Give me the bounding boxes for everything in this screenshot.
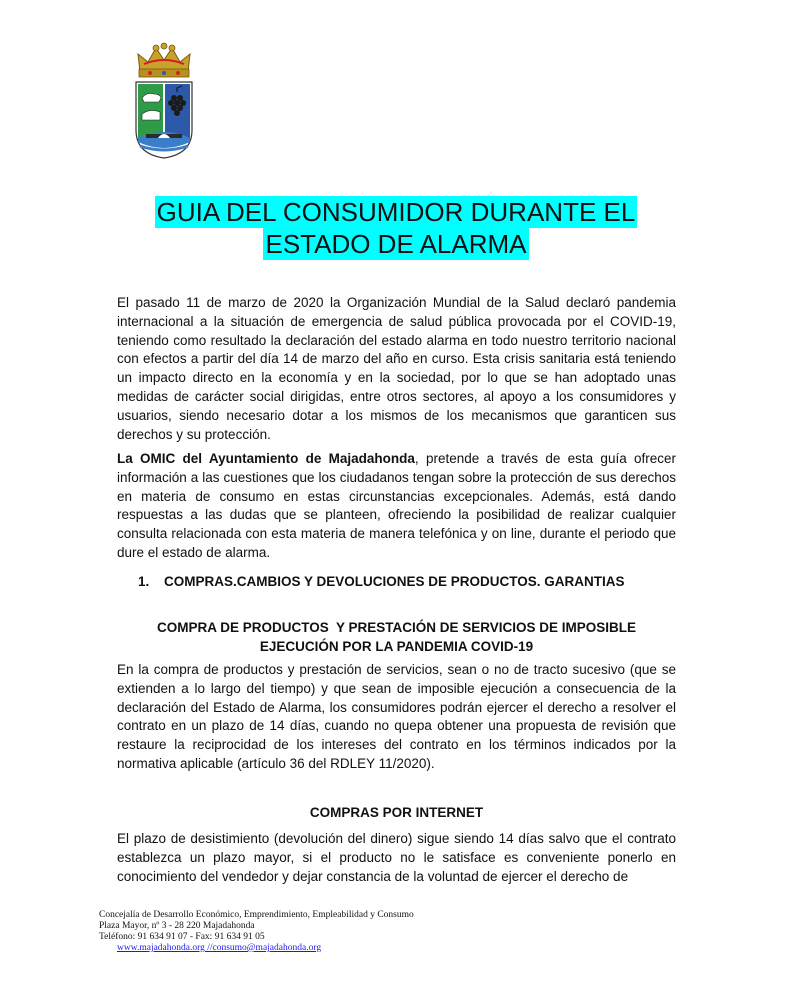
footer-address: Plaza Mayor, nº 3 - 28 220 Majadahonda — [99, 921, 255, 931]
subsection-1-body: En la compra de productos y prestación de servicios, sean o no de tracto sucesivo (que se extienden a lo largo del tiempo) y que sean de imposible ejecución a consecuencia de la declaración del Estado de Alarma, los consumidores podrán ejercer el derecho a resolver el contrato en un plazo de 14 días, cuando no quepa obtener una propuesta de revisión que restaure la reciprocidad de los intereses del contrato en los términos indicados por la normativa aplicable (artículo 36 del RDLEY 11/2020). — [117, 662, 676, 771]
omic-name: La OMIC del Ayuntamiento de Majadahonda — [117, 451, 415, 466]
footer-phone: Teléfono: 91 634 91 07 - Fax: 91 634 91 05 — [99, 932, 265, 942]
coat-of-arms-logo — [130, 42, 198, 160]
subsection-heading-impossible-execution — [117, 619, 676, 657]
section-1-heading — [138, 574, 625, 589]
subsection-heading-line-2: EJECUCIÓN POR LA PANDEMIA COVID-19 — [259, 638, 534, 654]
crown-icon — [138, 43, 190, 77]
title-line-2: ESTADO DE ALARMA — [265, 229, 527, 259]
document-title — [0, 196, 792, 260]
subsection-heading-line-1: COMPRA DE PRODUCTOS Y PRESTACIÓN DE SERVICIOS DE IMPOSIBLE — [156, 620, 637, 635]
title-line-1: GUIA DEL CONSUMIDOR DURANTE EL — [156, 197, 636, 227]
section-title: COMPRAS.CAMBIOS Y DEVOLUCIONES DE PRODUCTOS. GARANTIAS — [164, 574, 625, 589]
section-number: 1. — [138, 574, 150, 589]
footer-department: Concejalía de Desarrollo Económico, Emprendimiento, Empleabilidad y Consumo — [99, 910, 414, 920]
page-footer — [99, 910, 414, 954]
intro-paragraph-1: El pasado 11 de marzo de 2020 la Organización Mundial de la Salud declaró pandemia internacional a la situación de emergencia de salud pública provocada por el COVID-19, teniendo como resultado la declaración del estado alarma en todo nuestro territorio nacional con efectos a partir del día 14 de marzo del año en curso. Esta crisis sanitaria está teniendo un impacto directo en la economía y en la sociedad, por lo que se han adoptado unas medidas de carácter social dirigidas, entre otros sectores, al apoyo a los consumidores y usuarios, siendo necesario dotar a los mismos de los mecanismos que garanticen sus derechos y su protección. — [117, 295, 676, 442]
subsection-2-body: El plazo de desistimiento (devolución del dinero) sigue siendo 14 días salvo que el contrato establezca un plazo mayor, si el producto no le satisface es conveniente ponerlo en conocimiento del vendedor y dejar constancia de la voluntad de ejercer el derecho de — [117, 831, 676, 884]
footer-links[interactable]: www.majadahonda.org //consumo@majadahonda.org — [117, 943, 322, 953]
shield-icon — [136, 82, 192, 158]
intro-paragraph-2 — [117, 450, 676, 563]
subsection-heading-internet: COMPRAS POR INTERNET — [309, 805, 484, 820]
intro-paragraph-2-text: , pretende a través de esta guía ofrecer información a las cuestiones que los ciudadanos tengan sobre la protección de sus derechos en materia de consumo en estas circunstancias excepcionales. Además, está dando respuestas a las dudas que se planteen, ofreciendo la posibilidad de realizar cualquier consulta relacionada con esta materia de manera telefónica y on line, durante el periodo que dure el estado de alarma. — [117, 451, 676, 560]
